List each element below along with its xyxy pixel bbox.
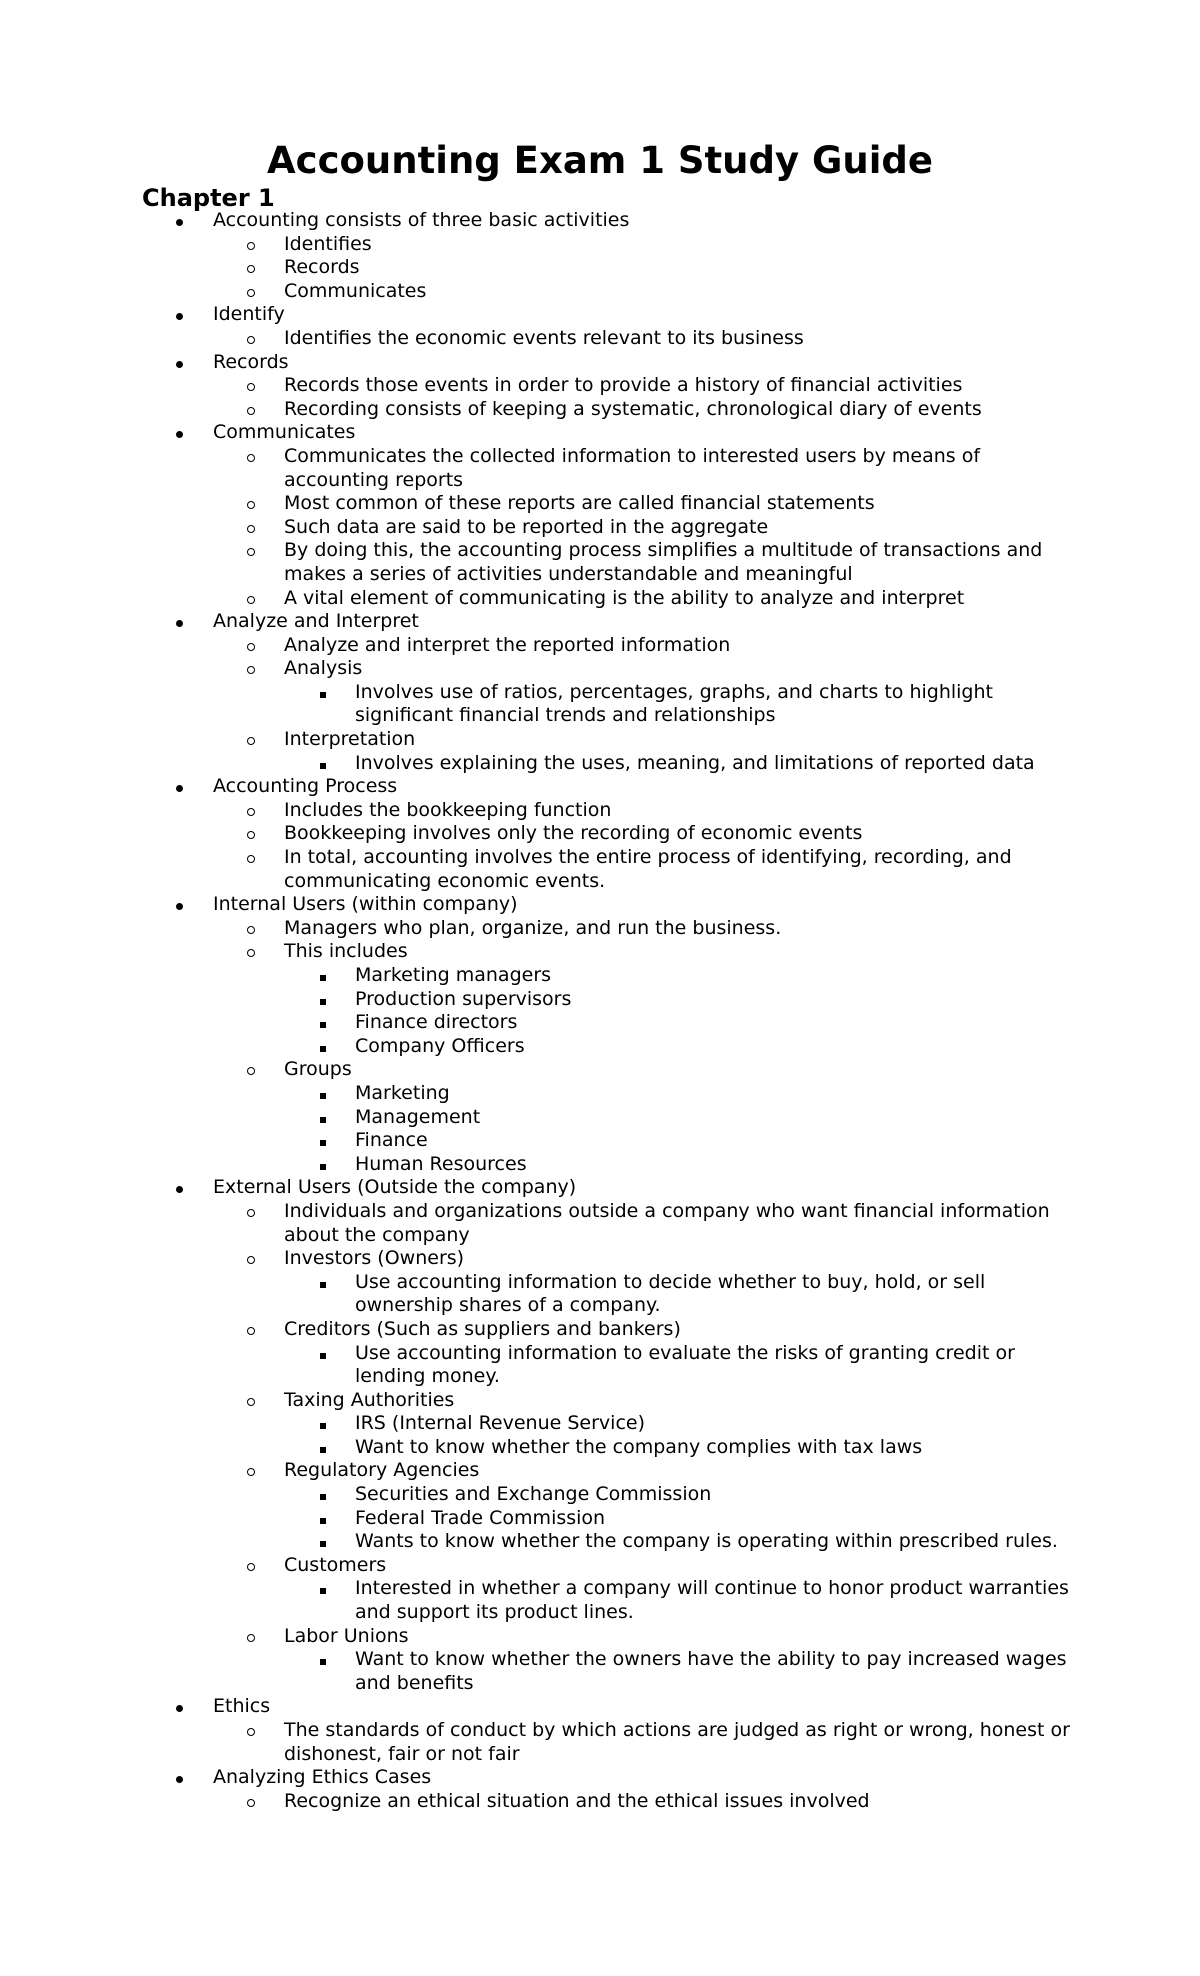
circle-bullet-icon <box>247 1389 255 1413</box>
list-item <box>0 421 1200 445</box>
disc-bullet-icon <box>176 775 183 799</box>
list-item <box>0 822 1200 846</box>
list-item <box>0 775 1200 799</box>
list-item <box>0 351 1200 375</box>
list-item <box>0 233 1200 257</box>
list-item <box>0 1082 1200 1106</box>
list-item-text: Recording consists of keeping a systematic, chronological diary of events <box>284 397 982 420</box>
list-item-text: Want to know whether the company complies with tax laws <box>355 1435 923 1458</box>
square-bullet-icon <box>320 1412 326 1436</box>
disc-bullet-icon <box>176 893 183 917</box>
list-item-text: Identifies the economic events relevant to its business <box>284 326 804 349</box>
list-item <box>0 1648 1200 1695</box>
list-item-text: Want to know whether the owners have the ability to pay increased wages and benefits <box>355 1648 1067 1694</box>
list-item-text: Taxing Authorities <box>284 1388 455 1411</box>
list-item-text: Wants to know whether the company is operating within prescribed rules. <box>355 1530 1058 1553</box>
list-item-text: Managers who plan, organize, and run the business. <box>284 916 782 939</box>
list-item-text: Analyzing Ethics Cases <box>213 1766 432 1789</box>
list-item <box>0 1625 1200 1649</box>
list-item-text: Marketing <box>355 1081 450 1104</box>
square-bullet-icon <box>320 1507 326 1531</box>
list-item-text: A vital element of communicating is the ability to analyze and interpret <box>284 586 965 609</box>
list-item-text: Human Resources <box>355 1152 527 1175</box>
list-item <box>0 374 1200 398</box>
list-item <box>0 1106 1200 1130</box>
list-item-text: Identify <box>213 303 285 326</box>
list-item-text: Federal Trade Commission <box>355 1506 606 1529</box>
square-bullet-icon <box>320 1129 326 1153</box>
list-item-text: Interested in whether a company will continue to honor product warranties and support its product lines. <box>355 1577 1069 1624</box>
list-item <box>0 1129 1200 1153</box>
square-bullet-icon <box>320 1106 326 1130</box>
circle-bullet-icon <box>247 327 255 351</box>
square-bullet-icon <box>320 681 326 705</box>
square-bullet-icon <box>320 1648 326 1672</box>
list-item <box>0 1035 1200 1059</box>
list-item <box>0 1058 1200 1082</box>
list-item <box>0 964 1200 988</box>
list-item-text: Interpretation <box>284 728 416 751</box>
list-item-text: Management <box>355 1105 481 1128</box>
list-item <box>0 303 1200 327</box>
list-item-text: Accounting consists of three basic activities <box>213 209 630 231</box>
circle-bullet-icon <box>247 280 255 304</box>
outline-list <box>0 209 1200 1813</box>
list-item <box>0 893 1200 917</box>
disc-bullet-icon <box>176 610 183 634</box>
list-item-text: Ethics <box>213 1695 271 1718</box>
list-item <box>0 1247 1200 1271</box>
list-item-text: Regulatory Agencies <box>284 1459 480 1482</box>
circle-bullet-icon <box>247 657 255 681</box>
list-item-text: Securities and Exchange Commission <box>355 1483 712 1506</box>
list-item-text: Recognize an ethical situation and the ethical issues involved <box>284 1789 870 1812</box>
list-item-text: Labor Unions <box>284 1624 409 1647</box>
square-bullet-icon <box>320 1436 326 1460</box>
circle-bullet-icon <box>247 1554 255 1578</box>
list-item <box>0 280 1200 304</box>
list-item <box>0 1412 1200 1436</box>
list-item-text: Production supervisors <box>355 987 572 1010</box>
list-item <box>0 728 1200 752</box>
circle-bullet-icon <box>247 256 255 280</box>
square-bullet-icon <box>320 752 326 776</box>
disc-bullet-icon <box>176 421 183 445</box>
list-item <box>0 539 1200 586</box>
list-item <box>0 516 1200 540</box>
page-title: Accounting Exam 1 Study Guide <box>267 139 933 182</box>
list-item <box>0 1695 1200 1719</box>
list-item-text: Records <box>213 350 289 373</box>
list-item <box>0 1459 1200 1483</box>
list-item-text: Such data are said to be reported in the aggregate <box>284 515 769 538</box>
list-item-text: Involves explaining the uses, meaning, and limitations of reported data <box>355 751 1035 774</box>
list-item-text: In total, accounting involves the entire process of identifying, recording, and communicating economic events. <box>284 846 1012 892</box>
circle-bullet-icon <box>247 634 255 658</box>
list-item <box>0 657 1200 681</box>
circle-bullet-icon <box>247 539 255 563</box>
list-item-text: Involves use of ratios, percentages, graphs, and charts to highlight significant financial trends and relationships <box>355 680 993 727</box>
square-bullet-icon <box>320 1011 326 1035</box>
square-bullet-icon <box>320 1483 326 1507</box>
list-item <box>0 1507 1200 1531</box>
list-item-text: Communicates the collected information to interested users by means of accounting reports <box>284 444 981 491</box>
list-item <box>0 1176 1200 1200</box>
square-bullet-icon <box>320 1577 326 1601</box>
list-item <box>0 587 1200 611</box>
list-item <box>0 256 1200 280</box>
list-item-text: Records those events in order to provide a history of financial activities <box>284 374 963 397</box>
list-item <box>0 1790 1200 1814</box>
list-item <box>0 752 1200 776</box>
list-item <box>0 1389 1200 1413</box>
circle-bullet-icon <box>247 233 255 257</box>
list-item-text: Analysis <box>284 657 363 680</box>
square-bullet-icon <box>320 1082 326 1106</box>
disc-bullet-icon <box>176 209 183 233</box>
list-item <box>0 1011 1200 1035</box>
list-item <box>0 1436 1200 1460</box>
circle-bullet-icon <box>247 1200 255 1224</box>
list-item-text: External Users (Outside the company) <box>213 1176 577 1199</box>
circle-bullet-icon <box>247 1058 255 1082</box>
list-item <box>0 445 1200 492</box>
list-item <box>0 492 1200 516</box>
list-item-text: Finance directors <box>355 1011 518 1034</box>
list-item-text: Analyze and interpret the reported information <box>284 633 731 656</box>
list-item <box>0 681 1200 728</box>
circle-bullet-icon <box>247 1318 255 1342</box>
list-item <box>0 1577 1200 1624</box>
list-item-text: Most common of these reports are called financial statements <box>284 492 875 515</box>
list-item-text: Identifies <box>284 232 372 255</box>
list-item-text: Communicates <box>213 421 356 444</box>
list-item-text: Marketing managers <box>355 964 552 986</box>
list-item <box>0 1554 1200 1578</box>
list-item <box>0 1153 1200 1177</box>
list-item-text: Analyze and Interpret <box>213 610 419 633</box>
disc-bullet-icon <box>176 1176 183 1200</box>
list-item-text: Communicates <box>284 279 427 302</box>
circle-bullet-icon <box>247 846 255 870</box>
circle-bullet-icon <box>247 799 255 823</box>
list-item <box>0 1342 1200 1389</box>
disc-bullet-icon <box>176 1766 183 1790</box>
list-item <box>0 1719 1200 1766</box>
list-item-text: The standards of conduct by which actions are judged as right or wrong, honest or dishonest, fair or not fair <box>284 1719 1070 1765</box>
list-item-text: Includes the bookkeeping function <box>284 798 612 821</box>
list-item-text: Accounting Process <box>213 775 398 798</box>
list-item-text: Records <box>284 256 360 279</box>
circle-bullet-icon <box>247 374 255 398</box>
square-bullet-icon <box>320 1153 326 1177</box>
list-item <box>0 209 1200 233</box>
list-item-text: Creditors (Such as suppliers and bankers) <box>284 1317 681 1340</box>
list-item-text: Internal Users (within company) <box>213 893 518 916</box>
disc-bullet-icon <box>176 303 183 327</box>
list-item <box>0 940 1200 964</box>
list-item-text: This includes <box>284 940 408 963</box>
circle-bullet-icon <box>247 398 255 422</box>
list-item-text: Use accounting information to decide whether to buy, hold, or sell ownership shares of a company. <box>355 1270 986 1317</box>
list-item <box>0 1530 1200 1554</box>
list-item-text: Individuals and organizations outside a company who want financial information about the company <box>284 1199 1050 1246</box>
list-item <box>0 327 1200 351</box>
list-item-text: IRS (Internal Revenue Service) <box>355 1412 646 1435</box>
chapter-heading: Chapter 1 <box>142 184 275 212</box>
list-item-text: Use accounting information to evaluate the risks of granting credit or lending money. <box>355 1341 1015 1388</box>
list-item <box>0 917 1200 941</box>
circle-bullet-icon <box>247 1625 255 1649</box>
circle-bullet-icon <box>247 516 255 540</box>
list-item <box>0 1483 1200 1507</box>
list-item <box>0 1271 1200 1318</box>
list-item <box>0 398 1200 422</box>
square-bullet-icon <box>320 1035 326 1059</box>
square-bullet-icon <box>320 1342 326 1366</box>
list-item-text: Company Officers <box>355 1034 525 1057</box>
circle-bullet-icon <box>247 492 255 516</box>
square-bullet-icon <box>320 1271 326 1295</box>
square-bullet-icon <box>320 988 326 1012</box>
square-bullet-icon <box>320 964 326 988</box>
circle-bullet-icon <box>247 587 255 611</box>
list-item-text: Groups <box>284 1058 352 1081</box>
list-item <box>0 1318 1200 1342</box>
list-item <box>0 988 1200 1012</box>
circle-bullet-icon <box>247 822 255 846</box>
list-item <box>0 1200 1200 1247</box>
disc-bullet-icon <box>176 1695 183 1719</box>
circle-bullet-icon <box>247 1459 255 1483</box>
list-item-text: Customers <box>284 1553 387 1576</box>
circle-bullet-icon <box>247 917 255 941</box>
list-item-text: Investors (Owners) <box>284 1247 465 1270</box>
list-item-text: Bookkeeping involves only the recording of economic events <box>284 822 863 845</box>
list-item-text: By doing this, the accounting process simplifies a multitude of transactions and makes a series of activities understandable and meaningful <box>284 539 1043 585</box>
circle-bullet-icon <box>247 728 255 752</box>
disc-bullet-icon <box>176 351 183 375</box>
list-item-text: Finance <box>355 1129 428 1152</box>
circle-bullet-icon <box>247 1247 255 1271</box>
circle-bullet-icon <box>247 940 255 964</box>
square-bullet-icon <box>320 1530 326 1554</box>
circle-bullet-icon <box>247 1719 255 1743</box>
circle-bullet-icon <box>247 445 255 469</box>
circle-bullet-icon <box>247 1790 255 1814</box>
list-item <box>0 1766 1200 1790</box>
list-item <box>0 634 1200 658</box>
list-item <box>0 610 1200 634</box>
list-item <box>0 846 1200 893</box>
list-item <box>0 799 1200 823</box>
